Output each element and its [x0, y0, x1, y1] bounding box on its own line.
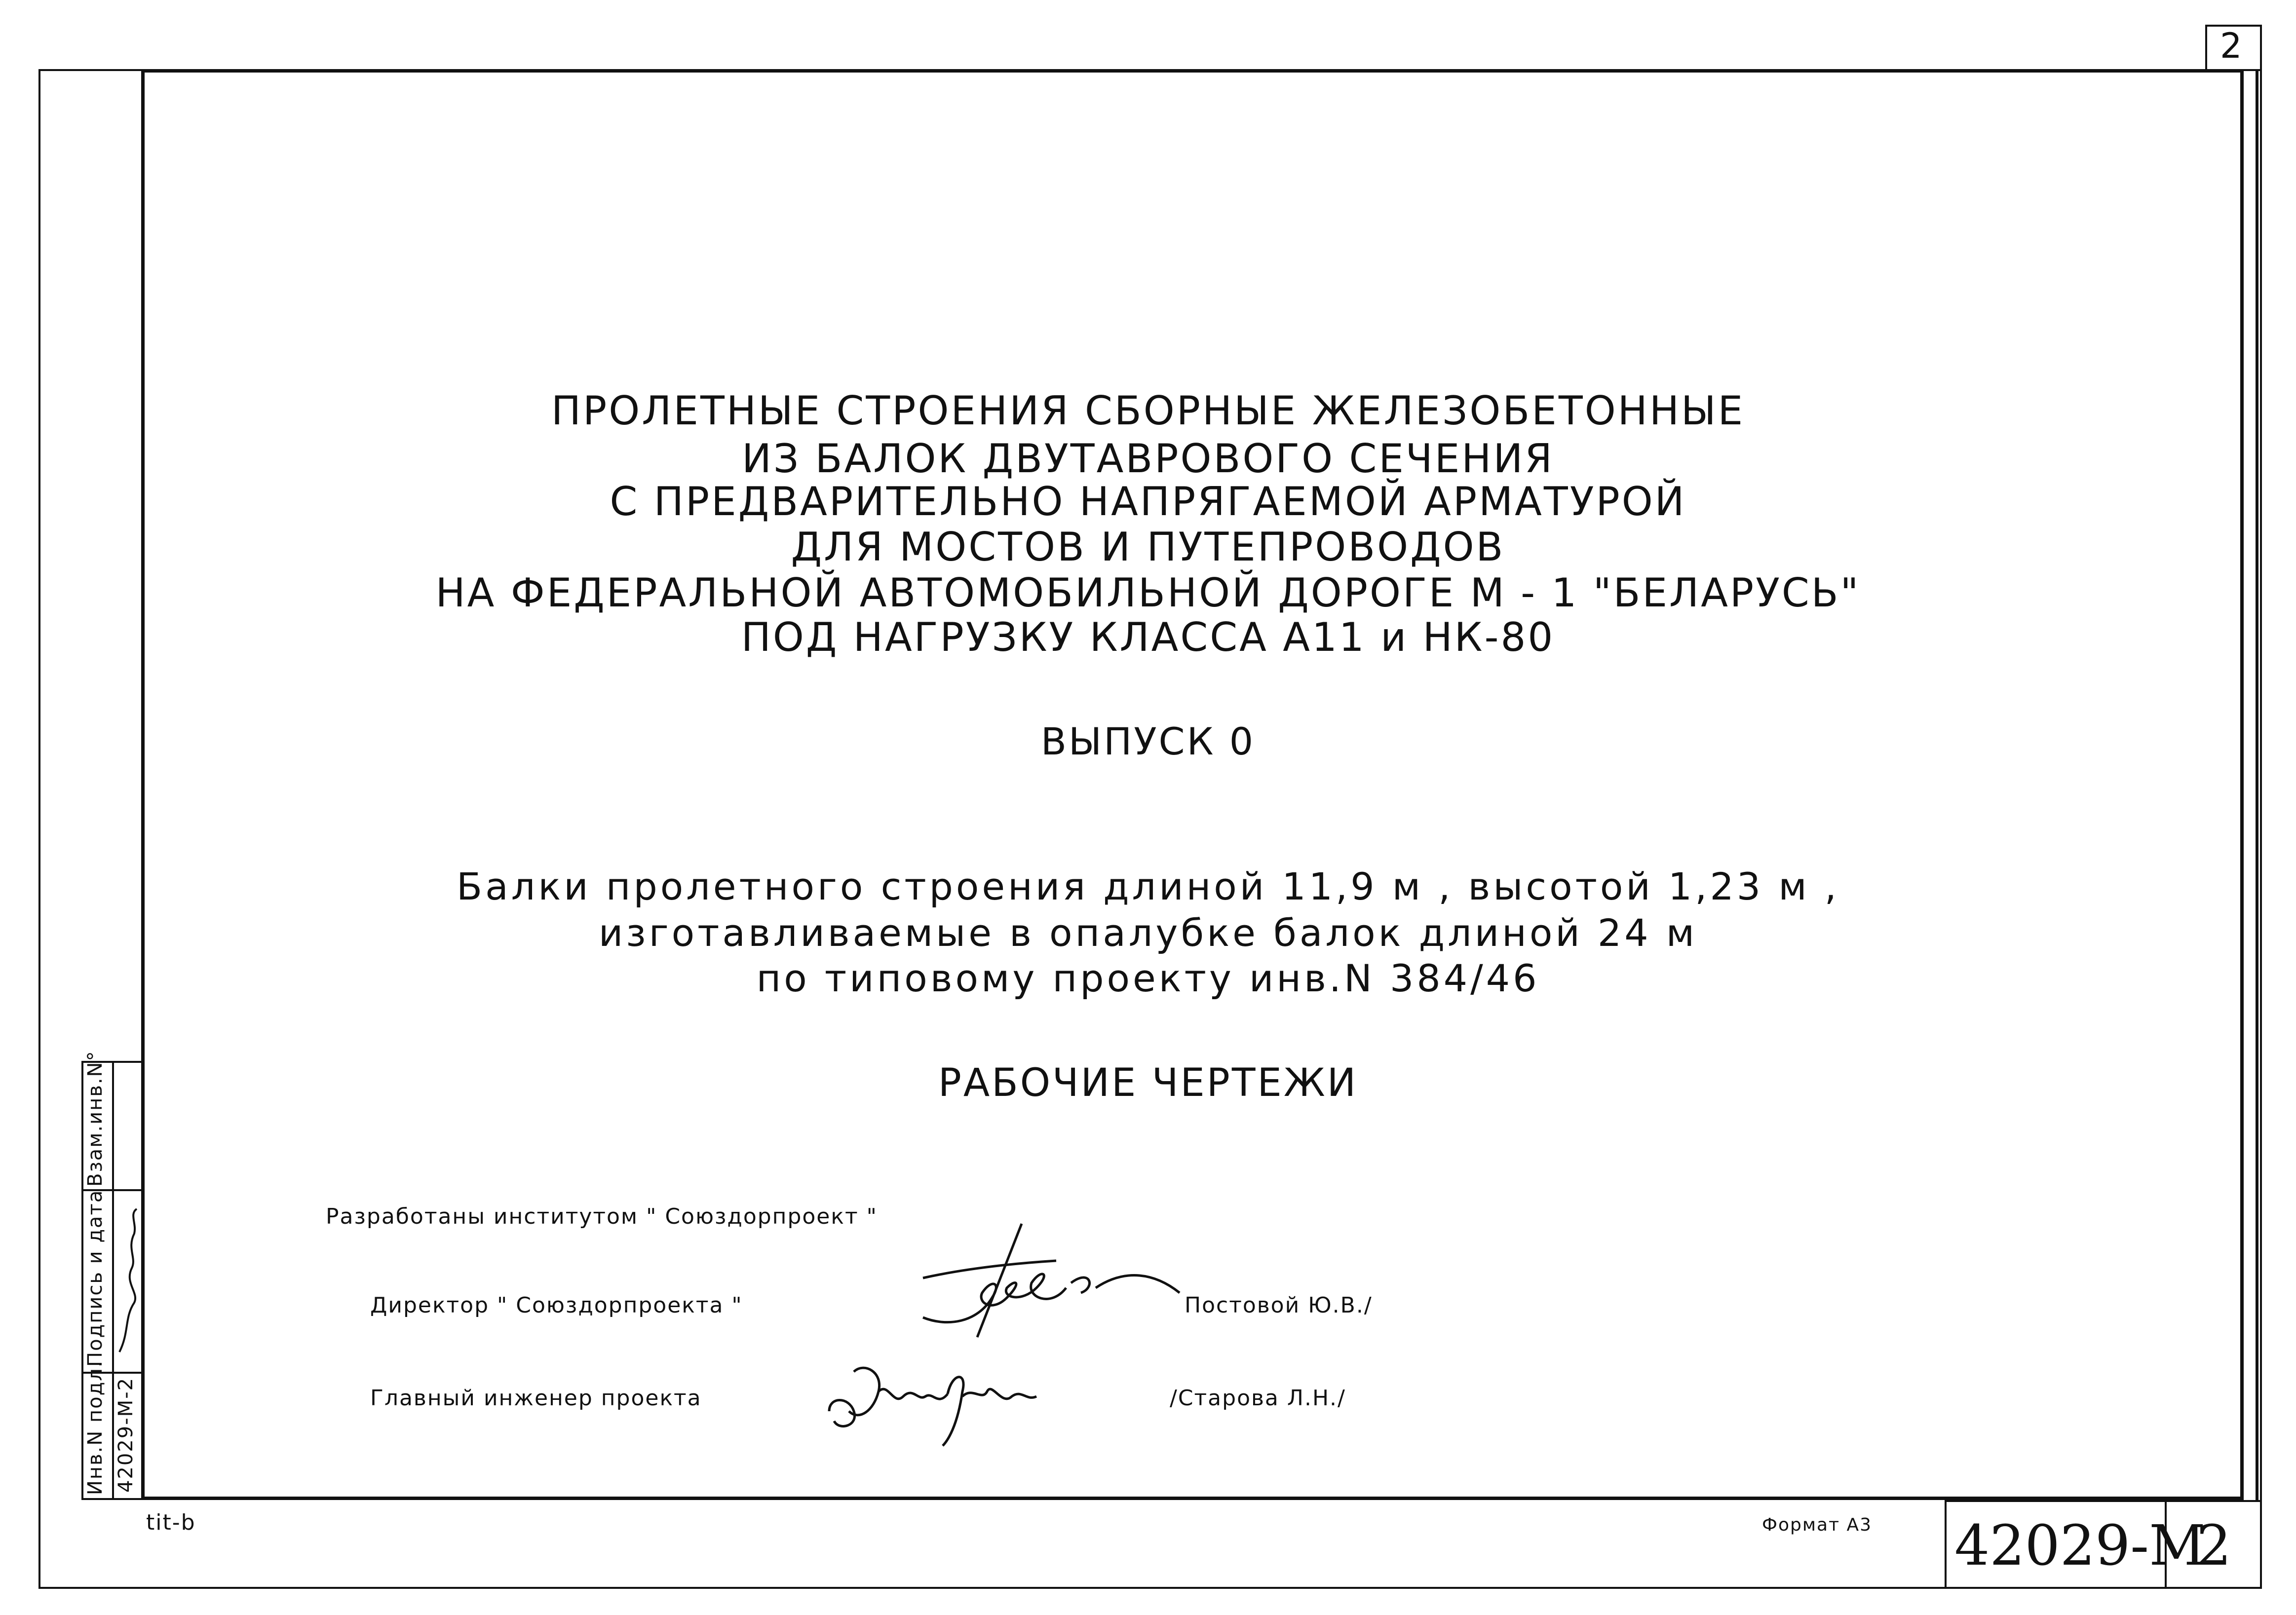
chief-engineer-role: Главный инженер проекта — [370, 1386, 702, 1411]
title-line-5: НА ФЕДЕРАЛЬНОЙ АВТОМОБИЛЬНОЙ ДОРОГЕ М - 1 "БЕЛАРУСЬ" — [435, 570, 1861, 616]
replace-inv-label: Взам.инв.N° — [84, 1050, 107, 1187]
chief-engineer-signature — [819, 1352, 1046, 1451]
title-line-4: ДЛЯ МОСТОВ И ПУТЕПРОВОДОВ — [791, 524, 1505, 570]
drawing-frame — [141, 69, 2244, 1500]
director-role: Директор " Союздорпроекта " — [370, 1293, 743, 1318]
file-code: tit-b — [146, 1510, 196, 1535]
side-stamp-divider — [112, 1061, 114, 1500]
description-line-2: изготавливаемые в опалубке балок длиной 24 м — [598, 911, 1698, 955]
side-stamp-signature — [115, 1204, 143, 1362]
issue-label: ВЫПУСК 0 — [1040, 719, 1256, 763]
developed-by: Разработаны институтом " Союздорпроект " — [326, 1204, 878, 1229]
inv-label: Инв.N подл. — [84, 1360, 107, 1495]
frame-right-line — [2256, 69, 2258, 1500]
inv-value: 42029-М-2 — [115, 1377, 137, 1493]
director-name: Постовой Ю.В./ — [1185, 1293, 1373, 1318]
description-line-1: Балки пролетного строения длиной 11,9 м , высотой 1,23 м , — [457, 864, 1839, 908]
description-line-3: по типовому проекту инв.N 384/46 — [756, 956, 1540, 1000]
sheet-number: 2 — [2196, 1514, 2232, 1578]
format-label: Формат А3 — [1762, 1515, 1873, 1535]
director-signature — [908, 1214, 1185, 1352]
chief-engineer-name: /Старова Л.Н./ — [1170, 1386, 1346, 1411]
title-line-6: ПОД НАГРУЗКУ КЛАССА А11 и НК-80 — [741, 614, 1555, 660]
doc-type: РАБОЧИЕ ЧЕРТЕЖИ — [938, 1061, 1358, 1105]
title-line-3: С ПРЕДВАРИТЕЛЬНО НАПРЯГАЕМОЙ АРМАТУРОЙ — [610, 479, 1686, 525]
title-line-2: ИЗ БАЛОК ДВУТАВРОВОГО СЕЧЕНИЯ — [742, 436, 1554, 482]
title-line-1: ПРОЛЕТНЫЕ СТРОЕНИЯ СБОРНЫЕ ЖЕЛЕЗОБЕТОННЫЕ — [551, 388, 1745, 434]
doc-number: 42029-М — [1954, 1514, 2206, 1578]
top-page-number: 2 — [2220, 26, 2242, 66]
sign-date-label: Подпись и дата — [84, 1189, 107, 1367]
